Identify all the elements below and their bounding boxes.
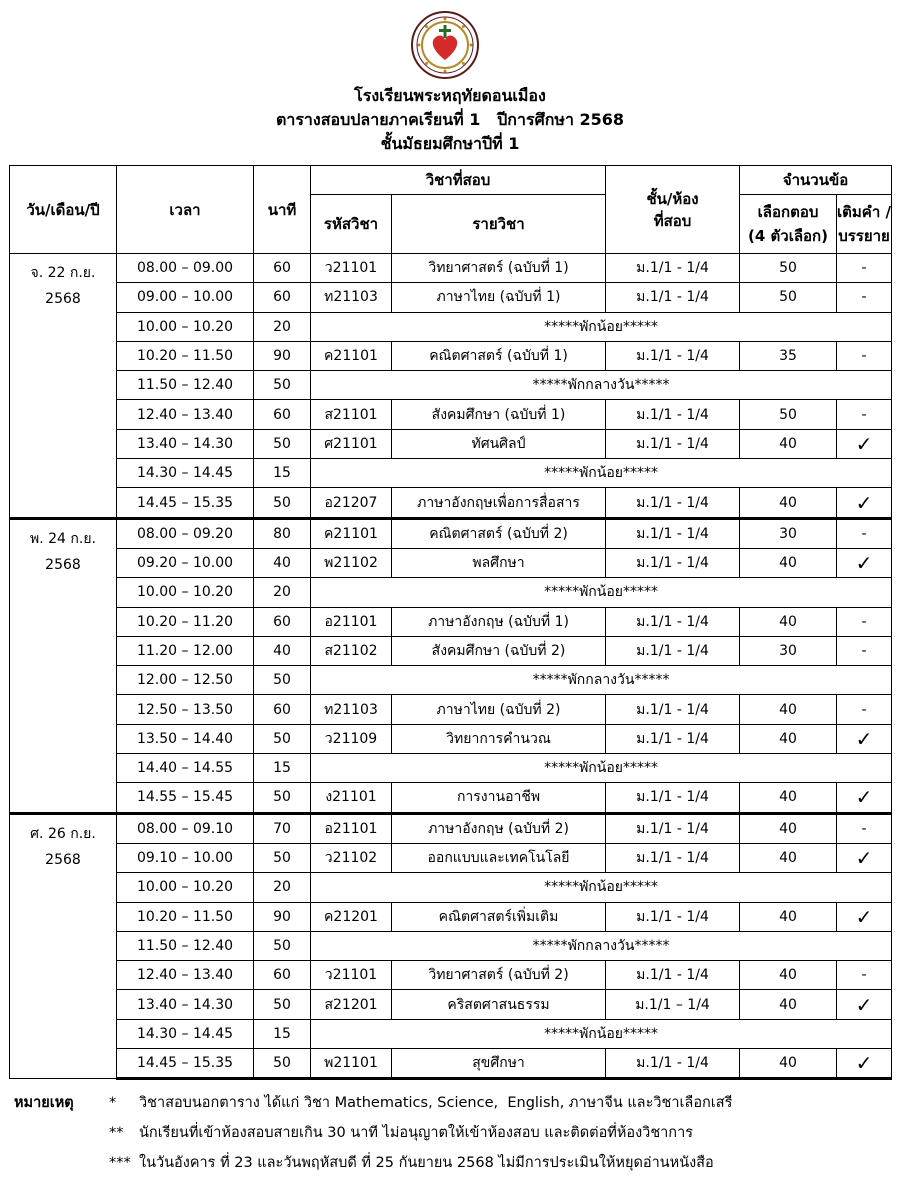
subject-name: สังคมศึกษา (ฉบับที่ 2) xyxy=(392,636,606,665)
written-count: - xyxy=(837,961,892,990)
subject-code: ท21103 xyxy=(311,283,392,312)
header-code: รหัสวิชา xyxy=(311,195,392,254)
break-row xyxy=(10,873,892,902)
header-subject: รายวิชา xyxy=(392,195,606,254)
subject-code: ส21101 xyxy=(311,400,392,429)
table-row xyxy=(10,695,892,724)
subject-code: พ21102 xyxy=(311,548,392,577)
choice-count: 40 xyxy=(740,488,837,518)
subject-code: อ21101 xyxy=(311,813,392,843)
note-text: วิชาสอบนอกตาราง ได้แก่ วิชา Mathematics, Science, English, ภาษาจีน และวิชาเลือกเสรี xyxy=(139,1095,733,1111)
break-row xyxy=(10,666,892,695)
minutes-cell: 50 xyxy=(254,1049,311,1079)
note-text: ในวันอังคาร ที่ 23 และวันพฤหัสบดี ที่ 25 กันยายน 2568 ไม่มีการประเมินให้หยุดอ่านหนังสือ xyxy=(139,1155,714,1171)
minutes-cell: 50 xyxy=(254,488,311,518)
subject-code: ศ21101 xyxy=(311,429,392,458)
time-cell: 09.00 – 10.00 xyxy=(117,283,254,312)
header-count-group: จำนวนข้อ xyxy=(740,166,892,195)
subject-name: สังคมศึกษา (ฉบับที่ 1) xyxy=(392,400,606,429)
minutes-cell: 50 xyxy=(254,666,311,695)
checkmark-icon: ✓ xyxy=(837,548,892,577)
minutes-cell: 50 xyxy=(254,724,311,753)
choice-count: 50 xyxy=(740,254,837,283)
table-row xyxy=(10,548,892,577)
document-header xyxy=(0,84,900,156)
table-row xyxy=(10,341,892,370)
table-row xyxy=(10,400,892,429)
subject-code: ว21109 xyxy=(311,724,392,753)
subject-code: ส21201 xyxy=(311,990,392,1019)
table-row xyxy=(10,961,892,990)
minutes-cell: 40 xyxy=(254,548,311,577)
choice-count: 40 xyxy=(740,961,837,990)
notes-section xyxy=(14,1088,894,1178)
time-cell: 12.50 – 13.50 xyxy=(117,695,254,724)
subject-code: อ21101 xyxy=(311,607,392,636)
subject-name: วิทยาการคำนวณ xyxy=(392,724,606,753)
exam-room: ม.1/1 - 1/4 xyxy=(606,724,740,753)
subject-name: การงานอาชีพ xyxy=(392,783,606,813)
exam-room: ม.1/1 - 1/4 xyxy=(606,695,740,724)
choice-count: 40 xyxy=(740,548,837,577)
checkmark-icon: ✓ xyxy=(837,902,892,931)
time-cell: 14.45 – 15.35 xyxy=(117,488,254,518)
exam-room: ม.1/1 – 1/4 xyxy=(606,990,740,1019)
subject-code: อ21207 xyxy=(311,488,392,518)
note-mark: *** xyxy=(109,1155,131,1171)
time-cell: 11.50 – 12.40 xyxy=(117,371,254,400)
subject-name: ภาษาอังกฤษเพื่อการสื่อสาร xyxy=(392,488,606,518)
table-row xyxy=(10,518,892,548)
time-cell: 14.40 – 14.55 xyxy=(117,754,254,783)
table-row xyxy=(10,902,892,931)
subject-code: พ21101 xyxy=(311,1049,392,1079)
header-subject-group: วิชาที่สอบ xyxy=(311,166,606,195)
written-count: - xyxy=(837,283,892,312)
time-cell: 10.00 – 10.20 xyxy=(117,873,254,902)
checkmark-icon: ✓ xyxy=(837,843,892,872)
exam-room: ม.1/1 - 1/4 xyxy=(606,1049,740,1079)
time-cell: 10.20 – 11.50 xyxy=(117,341,254,370)
break-label: *****พักน้อย***** xyxy=(311,873,892,902)
time-cell: 12.00 – 12.50 xyxy=(117,666,254,695)
exam-room: ม.1/1 - 1/4 xyxy=(606,518,740,548)
break-label: *****พักน้อย***** xyxy=(311,578,892,607)
exam-room: ม.1/1 - 1/4 xyxy=(606,488,740,518)
exam-room: ม.1/1 - 1/4 xyxy=(606,429,740,458)
time-cell: 08.00 – 09.00 xyxy=(117,254,254,283)
table-row xyxy=(10,990,892,1019)
note-row xyxy=(14,1148,894,1178)
time-cell: 14.30 – 14.45 xyxy=(117,459,254,488)
time-cell: 14.45 – 15.35 xyxy=(117,1049,254,1079)
subject-name: พลศึกษา xyxy=(392,548,606,577)
checkmark-icon: ✓ xyxy=(837,429,892,458)
subject-code: ว21101 xyxy=(311,254,392,283)
break-row xyxy=(10,578,892,607)
time-cell: 08.00 – 09.20 xyxy=(117,518,254,548)
exam-room: ม.1/1 - 1/4 xyxy=(606,283,740,312)
break-label: *****พักน้อย***** xyxy=(311,459,892,488)
subject-code: ค21201 xyxy=(311,902,392,931)
subject-name: ภาษาอังกฤษ (ฉบับที่ 2) xyxy=(392,813,606,843)
exam-room: ม.1/1 - 1/4 xyxy=(606,636,740,665)
subject-code: ค21101 xyxy=(311,518,392,548)
written-count: - xyxy=(837,607,892,636)
break-row xyxy=(10,1019,892,1048)
time-cell: 14.55 – 15.45 xyxy=(117,783,254,813)
subject-name: วิทยาศาสตร์ (ฉบับที่ 2) xyxy=(392,961,606,990)
subject-name: คริสตศาสนธรรม xyxy=(392,990,606,1019)
checkmark-icon: ✓ xyxy=(837,488,892,518)
choice-count: 40 xyxy=(740,695,837,724)
minutes-cell: 50 xyxy=(254,990,311,1019)
time-cell: 14.30 – 14.45 xyxy=(117,1019,254,1048)
time-cell: 12.40 – 13.40 xyxy=(117,400,254,429)
subject-code: ค21101 xyxy=(311,341,392,370)
time-cell: 09.10 – 10.00 xyxy=(117,843,254,872)
minutes-cell: 50 xyxy=(254,783,311,813)
note-mark: ** xyxy=(109,1125,124,1141)
table-row xyxy=(10,1049,892,1079)
time-cell: 11.20 – 12.00 xyxy=(117,636,254,665)
subject-name: สุขศึกษา xyxy=(392,1049,606,1079)
table-row xyxy=(10,783,892,813)
exam-room: ม.1/1 - 1/4 xyxy=(606,607,740,636)
break-row xyxy=(10,754,892,783)
break-row xyxy=(10,931,892,960)
break-label: *****พักน้อย***** xyxy=(311,1019,892,1048)
note-row xyxy=(14,1088,894,1118)
choice-count: 30 xyxy=(740,636,837,665)
day-group xyxy=(10,813,892,1079)
exam-room: ม.1/1 - 1/4 xyxy=(606,548,740,577)
table-row xyxy=(10,813,892,843)
written-count: - xyxy=(837,636,892,665)
exam-room: ม.1/1 - 1/4 xyxy=(606,813,740,843)
table-row xyxy=(10,607,892,636)
subject-name: ออกแบบและเทคโนโลยี xyxy=(392,843,606,872)
subject-name: คณิตศาสตร์ (ฉบับที่ 1) xyxy=(392,341,606,370)
notes-label: หมายเหตุ xyxy=(14,1095,74,1111)
choice-count: 35 xyxy=(740,341,837,370)
note-text: นักเรียนที่เข้าห้องสอบสายเกิน 30 นาที ไม่อนุญาตให้เข้าห้องสอบ และติดต่อที่ห้องวิชาการ xyxy=(139,1125,694,1141)
day-group xyxy=(10,518,892,813)
time-cell: 10.20 – 11.50 xyxy=(117,902,254,931)
time-cell: 09.20 – 10.00 xyxy=(117,548,254,577)
minutes-cell: 20 xyxy=(254,578,311,607)
subject-name: ภาษาอังกฤษ (ฉบับที่ 1) xyxy=(392,607,606,636)
break-label: *****พักกลางวัน***** xyxy=(311,371,892,400)
time-cell: 08.00 – 09.10 xyxy=(117,813,254,843)
choice-count: 40 xyxy=(740,813,837,843)
table-row xyxy=(10,429,892,458)
day-group xyxy=(10,254,892,519)
time-cell: 12.40 – 13.40 xyxy=(117,961,254,990)
exam-room: ม.1/1 - 1/4 xyxy=(606,341,740,370)
minutes-cell: 60 xyxy=(254,607,311,636)
break-row xyxy=(10,371,892,400)
grade-level: ชั้นมัธยมศึกษาปีที่ 1 xyxy=(380,134,520,153)
choice-count: 40 xyxy=(740,783,837,813)
choice-count: 40 xyxy=(740,1049,837,1079)
exam-room: ม.1/1 - 1/4 xyxy=(606,843,740,872)
choice-count: 40 xyxy=(740,607,837,636)
school-emblem-heart-cross-icon xyxy=(410,10,480,80)
header-minutes: นาที xyxy=(254,166,311,254)
written-count: - xyxy=(837,400,892,429)
header-written: เติมคำ / บรรยาย xyxy=(837,195,892,254)
choice-count: 50 xyxy=(740,283,837,312)
subject-name: คณิตศาสตร์เพิ่มเติม xyxy=(392,902,606,931)
choice-count: 50 xyxy=(740,400,837,429)
subject-code: ท21103 xyxy=(311,695,392,724)
minutes-cell: 15 xyxy=(254,754,311,783)
minutes-cell: 20 xyxy=(254,873,311,902)
subject-code: ว21101 xyxy=(311,961,392,990)
minutes-cell: 50 xyxy=(254,429,311,458)
minutes-cell: 60 xyxy=(254,961,311,990)
minutes-cell: 40 xyxy=(254,636,311,665)
checkmark-icon: ✓ xyxy=(837,990,892,1019)
minutes-cell: 90 xyxy=(254,902,311,931)
subject-code: ง21101 xyxy=(311,783,392,813)
break-label: *****พักน้อย***** xyxy=(311,754,892,783)
minutes-cell: 50 xyxy=(254,931,311,960)
break-label: *****พักกลางวัน***** xyxy=(311,931,892,960)
checkmark-icon: ✓ xyxy=(837,1049,892,1079)
exam-room: ม.1/1 - 1/4 xyxy=(606,961,740,990)
break-label: *****พักกลางวัน***** xyxy=(311,666,892,695)
checkmark-icon: ✓ xyxy=(837,783,892,813)
table-row xyxy=(10,636,892,665)
minutes-cell: 50 xyxy=(254,371,311,400)
exam-title: ตารางสอบปลายภาคเรียนที่ 1 ปีการศึกษา 2568 xyxy=(275,110,625,129)
written-count: - xyxy=(837,518,892,548)
table-row xyxy=(10,254,892,283)
time-cell: 10.20 – 11.20 xyxy=(117,607,254,636)
exam-room: ม.1/1 - 1/4 xyxy=(606,400,740,429)
time-cell: 10.00 – 10.20 xyxy=(117,578,254,607)
subject-name: คณิตศาสตร์ (ฉบับที่ 2) xyxy=(392,518,606,548)
time-cell: 13.50 – 14.40 xyxy=(117,724,254,753)
choice-count: 30 xyxy=(740,518,837,548)
subject-code: ส21102 xyxy=(311,636,392,665)
table-row xyxy=(10,488,892,518)
choice-count: 40 xyxy=(740,724,837,753)
note-row xyxy=(14,1118,894,1148)
written-count: - xyxy=(837,813,892,843)
exam-room: ม.1/1 - 1/4 xyxy=(606,783,740,813)
exam-date: ศ. 26 ก.ย. 2568 xyxy=(10,813,117,1079)
table-row xyxy=(10,724,892,753)
choice-count: 40 xyxy=(740,429,837,458)
minutes-cell: 70 xyxy=(254,813,311,843)
minutes-cell: 60 xyxy=(254,400,311,429)
time-cell: 13.40 – 14.30 xyxy=(117,990,254,1019)
subject-name: ทัศนศิลป์ xyxy=(392,429,606,458)
exam-room: ม.1/1 - 1/4 xyxy=(606,902,740,931)
time-cell: 10.00 – 10.20 xyxy=(117,312,254,341)
minutes-cell: 15 xyxy=(254,459,311,488)
minutes-cell: 60 xyxy=(254,254,311,283)
written-count: - xyxy=(837,341,892,370)
subject-code: ว21102 xyxy=(311,843,392,872)
break-row xyxy=(10,459,892,488)
written-count: - xyxy=(837,695,892,724)
school-name: โรงเรียนพระหฤทัยดอนเมือง xyxy=(354,86,546,105)
header-time: เวลา xyxy=(117,166,254,254)
choice-count: 40 xyxy=(740,902,837,931)
minutes-cell: 90 xyxy=(254,341,311,370)
header-choice: เลือกตอบ (4 ตัวเลือก) xyxy=(740,195,837,254)
subject-name: ภาษาไทย (ฉบับที่ 2) xyxy=(392,695,606,724)
checkmark-icon: ✓ xyxy=(837,724,892,753)
minutes-cell: 60 xyxy=(254,283,311,312)
exam-room: ม.1/1 - 1/4 xyxy=(606,254,740,283)
written-count: - xyxy=(837,254,892,283)
time-cell: 11.50 – 12.40 xyxy=(117,931,254,960)
exam-schedule-table xyxy=(9,165,892,1080)
minutes-cell: 60 xyxy=(254,695,311,724)
table-row xyxy=(10,283,892,312)
header-room: ชั้น/ห้อง ที่สอบ xyxy=(606,166,740,254)
minutes-cell: 15 xyxy=(254,1019,311,1048)
subject-name: ภาษาไทย (ฉบับที่ 1) xyxy=(392,283,606,312)
note-mark: * xyxy=(109,1095,117,1111)
header-date: วัน/เดือน/ปี xyxy=(10,166,117,254)
table-row xyxy=(10,843,892,872)
choice-count: 40 xyxy=(740,843,837,872)
break-label: *****พักน้อย***** xyxy=(311,312,892,341)
choice-count: 40 xyxy=(740,990,837,1019)
time-cell: 13.40 – 14.30 xyxy=(117,429,254,458)
exam-date: จ. 22 ก.ย. 2568 xyxy=(10,254,117,519)
exam-date: พ. 24 ก.ย. 2568 xyxy=(10,518,117,813)
minutes-cell: 50 xyxy=(254,843,311,872)
break-row xyxy=(10,312,892,341)
minutes-cell: 20 xyxy=(254,312,311,341)
minutes-cell: 80 xyxy=(254,518,311,548)
subject-name: วิทยาศาสตร์ (ฉบับที่ 1) xyxy=(392,254,606,283)
